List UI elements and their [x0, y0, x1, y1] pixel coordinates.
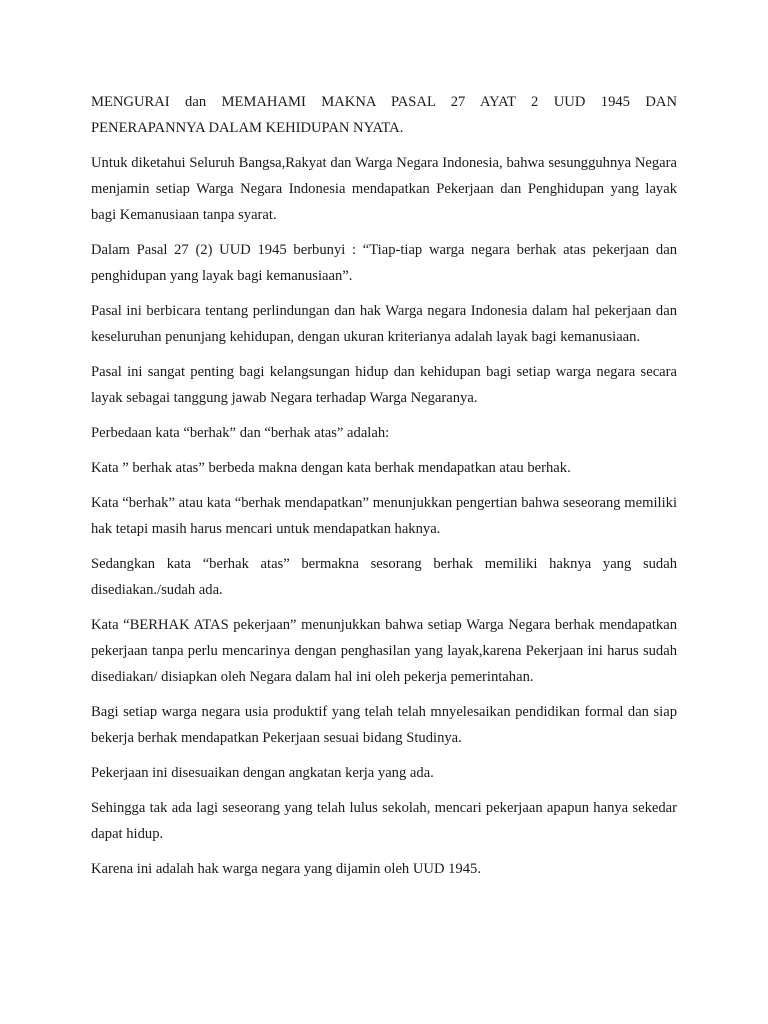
paragraph-10: Bagi setiap warga negara usia produktif yang telah telah mnyelesaikan pendidikan formal dan siap bekerja berhak mendapatkan Pekerjaan sesuai bidang Studinya. — [91, 704, 677, 746]
document-title: MENGURAI dan MEMAHAMI MAKNA PASAL 27 AYAT 2 UUD 1945 DAN PENERAPANNYA DALAM KEHIDUPAN NYATA. — [91, 94, 677, 136]
paragraph-6: Kata ” berhak atas” berbeda makna dengan kata berhak mendapatkan atau berhak. — [91, 460, 571, 476]
paragraph-1: Untuk diketahui Seluruh Bangsa,Rakyat dan Warga Negara Indonesia, bahwa sesungguhnya Negara menjamin setiap Warga Negara Indonesia mendapatkan Pekerjaan dan Penghidupan yang layak bagi Kemanusiaan tanpa syarat. — [91, 155, 677, 223]
paragraph-2: Dalam Pasal 27 (2) UUD 1945 berbunyi : “Tiap-tiap warga negara berhak atas pekerjaan dan penghidupan yang layak bagi kemanusiaan”. — [91, 242, 677, 284]
paragraph-3: Pasal ini berbicara tentang perlindungan dan hak Warga negara Indonesia dalam hal pekerjaan dan keseluruhan penunjang kehidupan, dengan ukuran kriterianya adalah layak bagi kemanusiaan. — [91, 303, 677, 345]
document-body — [91, 89, 677, 891]
paragraph-7: Kata “berhak” atau kata “berhak mendapatkan” menunjukkan pengertian bahwa seseorang memiliki hak tetapi masih harus mencari untuk mendapatkan haknya. — [91, 495, 677, 537]
paragraph-8: Sedangkan kata “berhak atas” bermakna sesorang berhak memiliki haknya yang sudah disediakan./sudah ada. — [91, 556, 677, 598]
paragraph-4: Pasal ini sangat penting bagi kelangsungan hidup dan kehidupan bagi setiap warga negara secara layak sebagai tanggung jawab Negara terhadap Warga Negaranya. — [91, 364, 677, 406]
paragraph-13: Karena ini adalah hak warga negara yang dijamin oleh UUD 1945. — [91, 861, 481, 877]
paragraph-11: Pekerjaan ini disesuaikan dengan angkatan kerja yang ada. — [91, 765, 434, 781]
paragraph-5: Perbedaan kata “berhak” dan “berhak atas” adalah: — [91, 425, 390, 441]
paragraph-12: Sehingga tak ada lagi seseorang yang telah lulus sekolah, mencari pekerjaan apapun hanya sekedar dapat hidup. — [91, 800, 677, 842]
paragraph-9: Kata “BERHAK ATAS pekerjaan” menunjukkan bahwa setiap Warga Negara berhak mendapatkan pekerjaan tanpa perlu mencarinya dengan penghasilan yang layak,karena Pekerjaan ini harus sudah disediakan/ disiapkan oleh Negara dalam hal ini oleh pekerja pemerintahan. — [91, 617, 677, 685]
